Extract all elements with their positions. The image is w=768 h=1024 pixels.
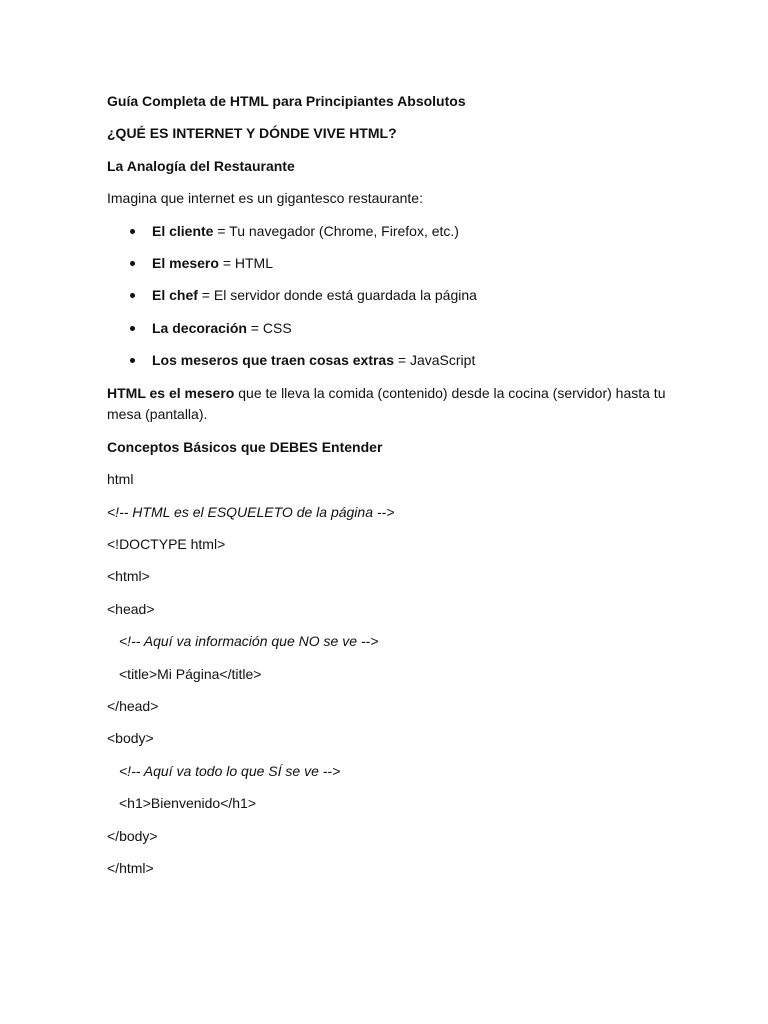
code-head-close: </head> — [107, 698, 159, 715]
concepts-heading: Conceptos Básicos que DEBES Entender — [107, 438, 383, 455]
list-item-definition: = El servidor donde está guardada la página — [197, 287, 477, 304]
list-item — [107, 318, 667, 338]
list-item-definition: = JavaScript — [394, 352, 476, 369]
code-comment-body: <!-- Aquí va todo lo que SÍ se ve --> — [119, 762, 341, 779]
bullet-icon — [130, 229, 135, 234]
bullet-icon — [130, 326, 135, 331]
code-html-close: </html> — [107, 859, 154, 876]
code-comment-skeleton: <!-- HTML es el ESQUELETO de la página --> — [107, 503, 395, 520]
intro-paragraph: Imagina que internet es un gigantesco restaurante: — [107, 190, 423, 207]
list-item-term: La decoración — [152, 319, 247, 336]
list-item-definition: = Tu navegador (Chrome, Firefox, etc.) — [213, 222, 459, 239]
section-heading: ¿QUÉ ES INTERNET Y DÓNDE VIVE HTML? — [107, 125, 397, 142]
code-comment-head: <!-- Aquí va información que NO se ve --> — [119, 633, 379, 650]
summary-paragraph — [107, 383, 667, 425]
list-item — [107, 285, 667, 305]
code-body-open: <body> — [107, 730, 154, 747]
list-item — [107, 253, 667, 273]
bullet-icon — [130, 293, 135, 298]
list-item — [107, 221, 667, 241]
subheading-analogy: La Analogía del Restaurante — [107, 157, 295, 174]
analogy-list — [107, 221, 667, 371]
code-html-open: <html> — [107, 568, 150, 585]
bullet-icon — [130, 358, 135, 363]
summary-bold: HTML es el mesero — [107, 384, 235, 401]
list-item-term: Los meseros que traen cosas extras — [152, 352, 395, 369]
list-item-term: El mesero — [152, 254, 219, 271]
list-item — [107, 350, 667, 370]
code-body-close: </body> — [107, 827, 158, 844]
list-item-definition: = HTML — [218, 254, 274, 271]
bullet-icon — [130, 261, 135, 266]
list-item-definition: = CSS — [246, 319, 292, 336]
code-h1-tag: <h1>Bienvenido</h1> — [119, 795, 257, 812]
summary-text: que te lleva la comida (contenido) desde la cocina (servidor) hasta tu mesa (pantalla). — [107, 384, 666, 422]
list-item-term: El chef — [152, 287, 198, 304]
list-item-term: El cliente — [152, 222, 214, 239]
document-title: Guía Completa de HTML para Principiantes Absolutos — [107, 93, 466, 109]
document-body — [107, 91, 667, 890]
code-language-label: html — [107, 471, 134, 488]
code-head-open: <head> — [107, 600, 155, 617]
code-doctype: <!DOCTYPE html> — [107, 536, 226, 553]
code-title-tag: <title>Mi Página</title> — [119, 665, 262, 682]
